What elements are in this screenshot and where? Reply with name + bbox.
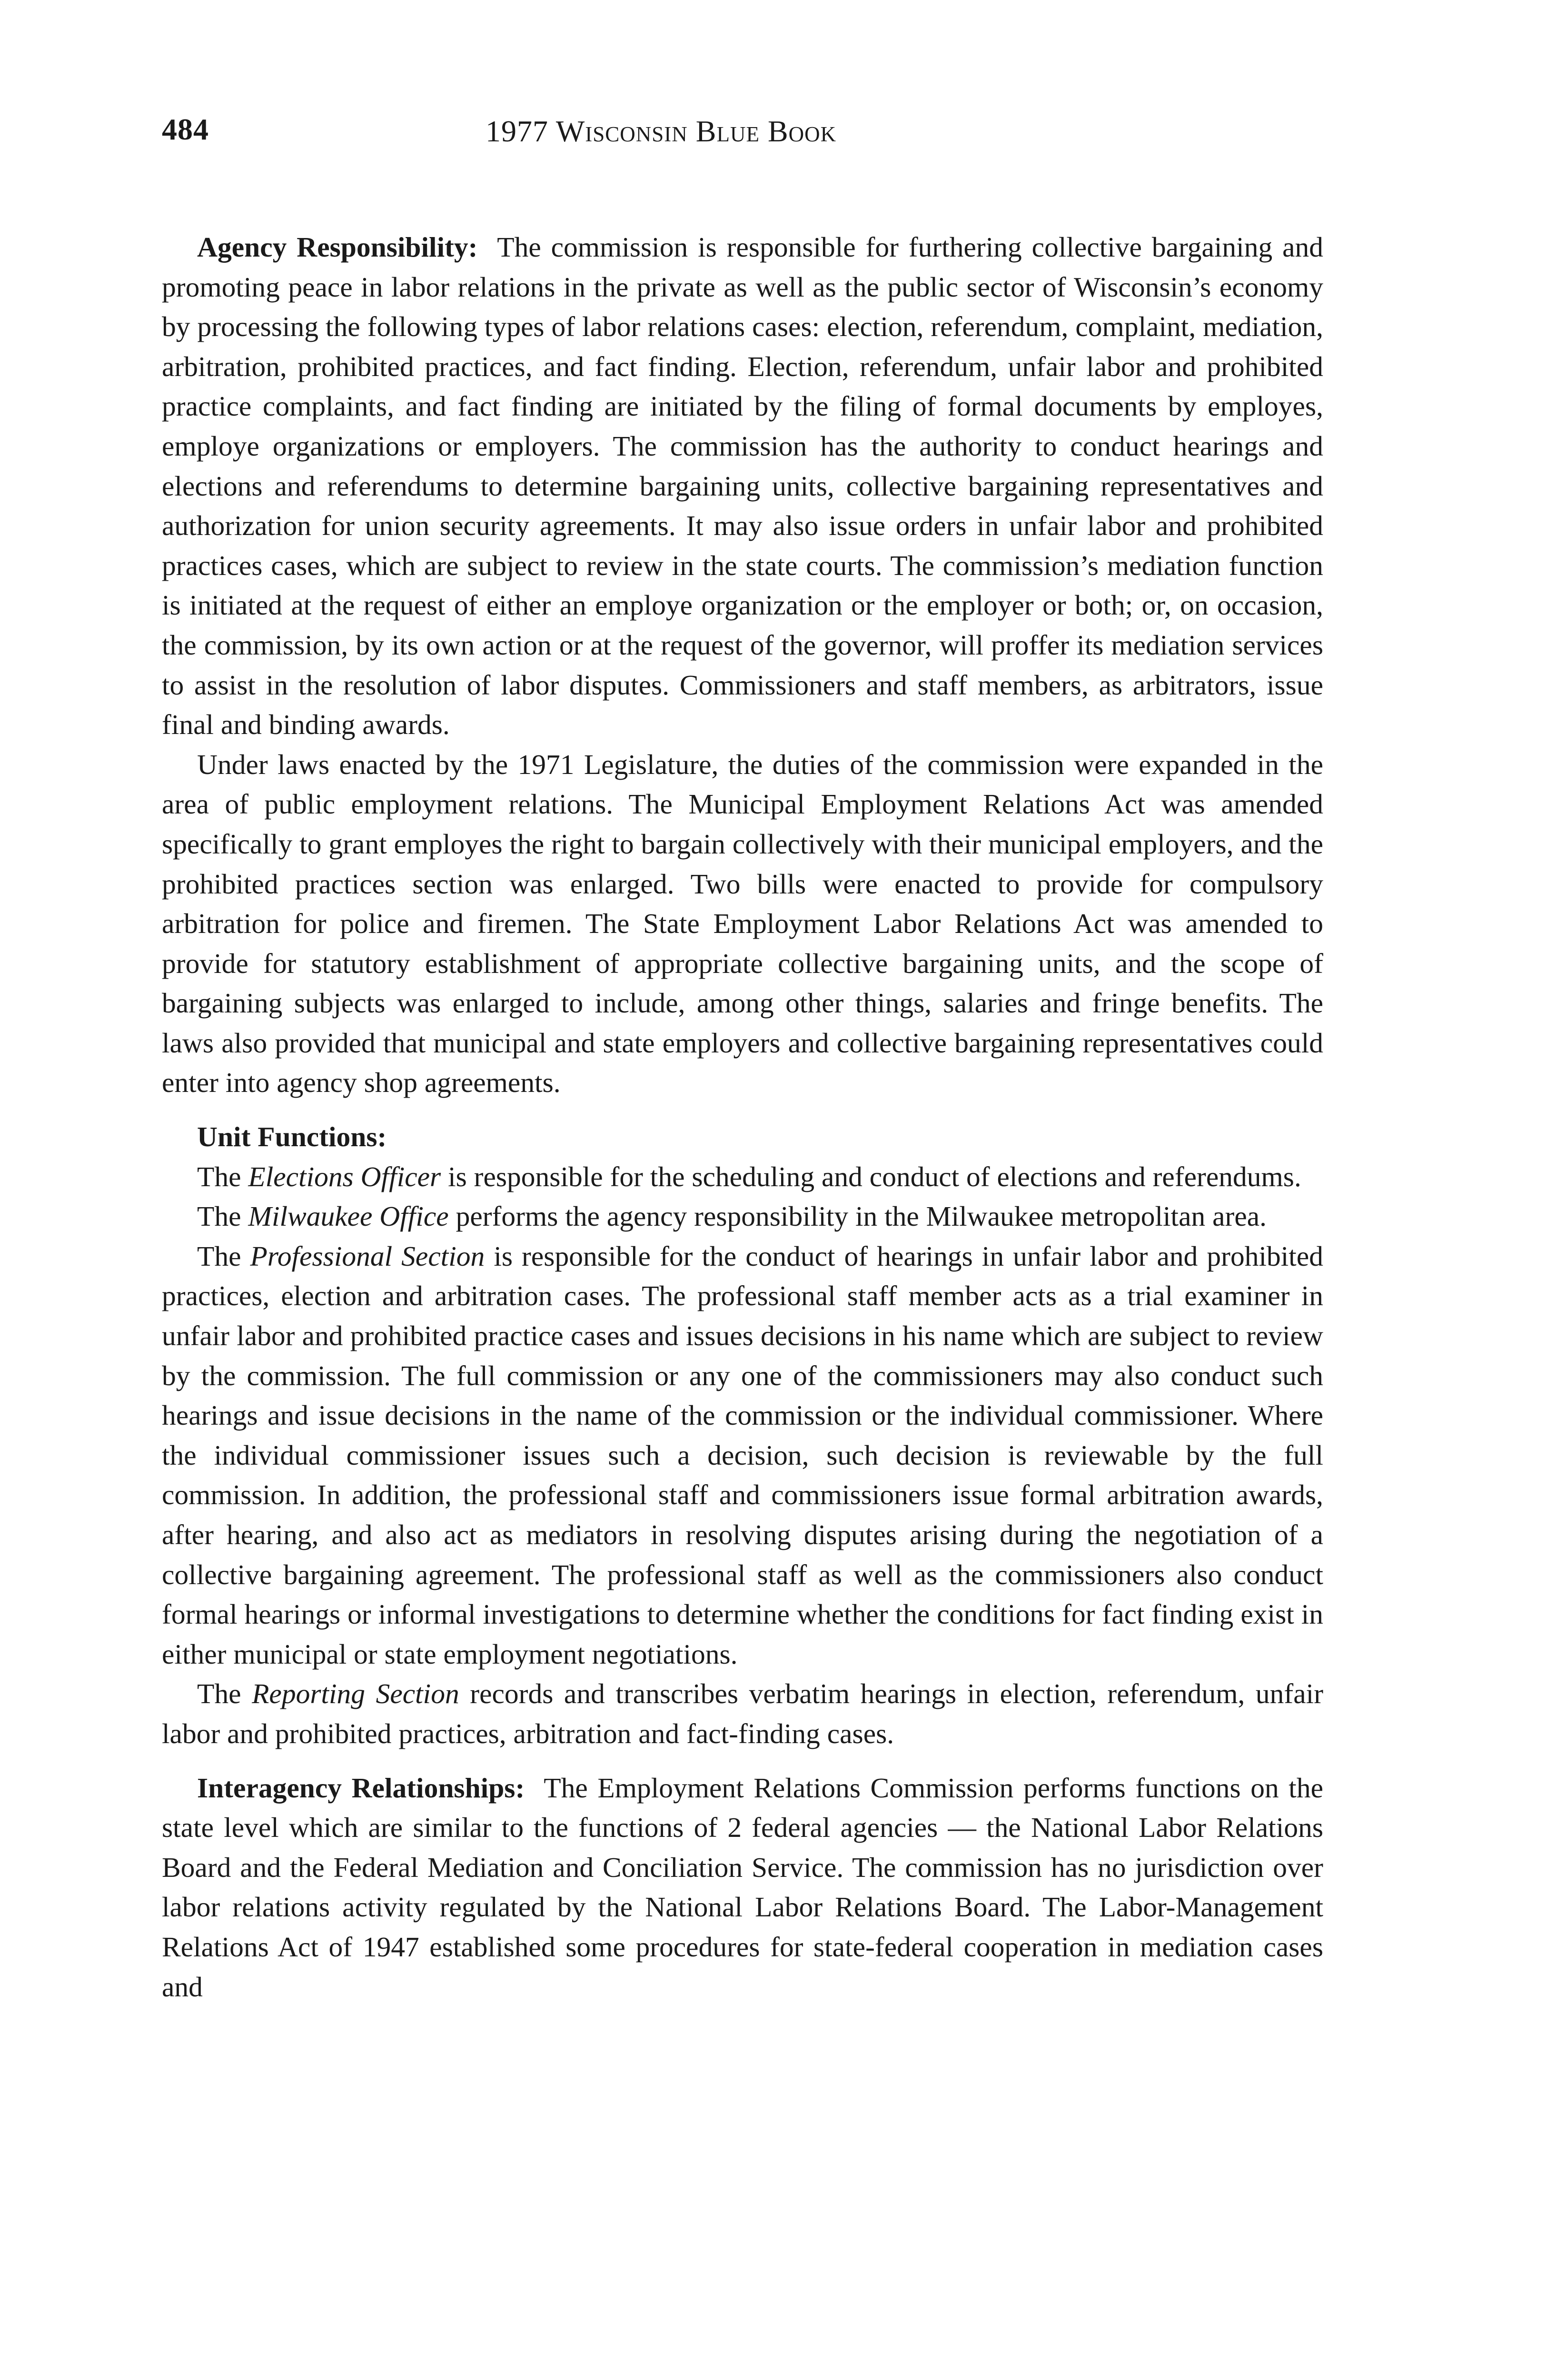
page-header: [162, 112, 1323, 164]
interagency-relationships-heading: Interagency Relationships:: [197, 1772, 525, 1804]
agency-responsibility-heading: Agency Responsibility:: [197, 231, 478, 263]
unit-functions-heading: Unit Functions:: [197, 1121, 387, 1153]
professional-section-text: is responsible for the conduct of hearings in unfair labor and prohibited practices, election and arbitration cases. The professional staff member acts as a trial examiner in unfair labor and prohibited practice cases and issues decisions in his name which are subject to review by the commission. The full commission or any one of the commissioners may also conduct such hearings and issue decisions in the name of the commission or the individual commissioner. Where the individual commissioner issues such a decision, such decision is reviewable by the full commission. In addition, the professional staff and commissioners issue formal arbitration awards, after hearing, and also act as mediators in resolving disputes arising during the negotiation of a collective bargaining agreement. The professional staff as well as the commissioners also conduct formal hearings or informal investigations to determine whether the conditions for fact finding exist in either municipal or state employment negotiations.: [162, 1240, 1323, 1670]
elections-officer-text: is responsible for the scheduling and conduct of elections and referendums.: [448, 1160, 1301, 1192]
interagency-relationships-text: The Employment Relations Commission performs functions on the state level which are similar to the functions of 2 federal agencies — the National Labor Relations Board and the Federal Mediation and Conciliation Service. The commission has no jurisdiction over labor relations activity regulated by the National Labor Relations Board. The Labor-Management Relations Act of 1947 established some procedures for state-federal cooperation in mediation cases and: [162, 1772, 1323, 2003]
reporting-section-lead: The: [197, 1678, 241, 1710]
reporting-section-name: Reporting Section: [252, 1678, 459, 1710]
reporting-section-paragraph: [162, 1674, 1323, 1754]
professional-section-paragraph: [162, 1237, 1323, 1675]
professional-section-name: Professional Section: [250, 1240, 485, 1272]
agency-responsibility-text: The commission is responsible for furthering collective bargaining and promoting peace in labor relations in the private as well as the public sector of Wisconsin’s economy by processing the following types of labor relations cases: election, referendum, complaint, mediation, arbitration, prohibited practices, and fact finding. Election, referendum, unfair labor and prohibited practice complaints, and fact finding are initiated by the filing of formal documents by employes, employe organizations or employers. The commission has the authority to conduct hearings and elections and referendums to determine bargaining units, collective bargaining representatives and authorization for union security agreements. It may also issue orders in unfair labor and prohibited practices cases, which are subject to review in the state courts. The commission’s mediation function is initiated at the request of either an employe organization or the employer or both; or, on occasion, the commission, by its own action or at the request of the governor, will proffer its mediation services to assist in the resolution of labor disputes. Commissioners and staff members, as arbitrators, issue final and binding awards.: [162, 231, 1323, 741]
milwaukee-office-text: performs the agency responsibility in the Milwaukee metropolitan area.: [456, 1200, 1267, 1232]
elections-officer-name: Elections Officer: [248, 1160, 441, 1192]
unit-functions-heading-line: [162, 1117, 1323, 1157]
milwaukee-office-lead: The: [197, 1200, 241, 1232]
milwaukee-office-paragraph: [162, 1197, 1323, 1237]
professional-section-lead: The: [197, 1240, 241, 1272]
page-number: 484: [162, 112, 209, 146]
legislature-paragraph: Under laws enacted by the 1971 Legislature, the duties of the commission were expanded in the area of public employment relations. The Municipal Employment Relations Act was amended specifically to grant employes the right to bargain collectively with their municipal employers, and the prohibited practices section was enlarged. Two bills were enacted to provide for compulsory arbitration for police and firemen. The State Employment Labor Relations Act was amended to provide for statutory establishment of appropriate collective bargaining units, and the scope of bargaining subjects was enlarged to include, among other things, salaries and fringe benefits. The laws also provided that municipal and state employers and collective bargaining representatives could enter into agency shop agreements.: [162, 748, 1323, 1099]
elections-officer-lead: The: [197, 1160, 241, 1192]
agency-responsibility-paragraph: [162, 228, 1323, 745]
milwaukee-office-name: Milwaukee Office: [248, 1200, 449, 1232]
interagency-relationships-paragraph: [162, 1768, 1323, 2007]
body-text: [162, 228, 1323, 2007]
running-title: 1977 Wisconsin Blue Book: [486, 114, 837, 148]
reporting-section-text: records and transcribes verbatim hearings in election, referendum, unfair labor and prohibited practices, arbitration and fact-finding cases.: [162, 1678, 1324, 1749]
elections-officer-paragraph: [162, 1157, 1323, 1197]
